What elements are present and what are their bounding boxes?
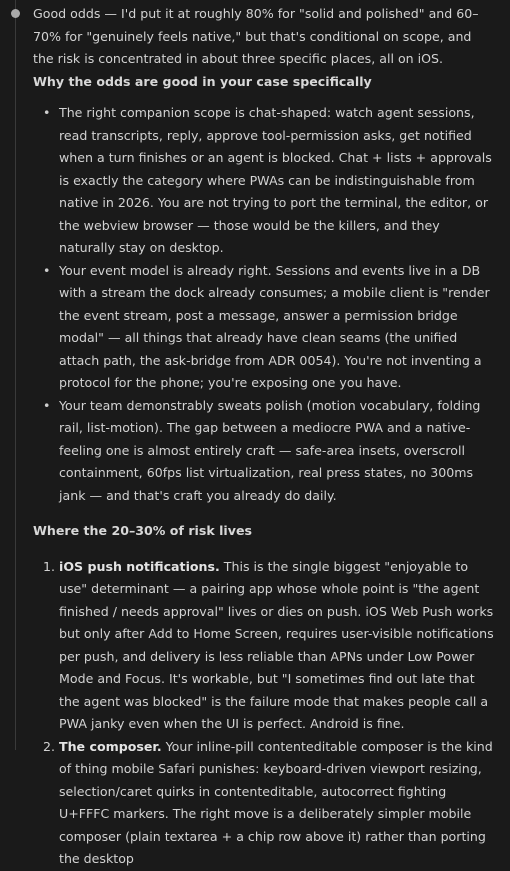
item-body: Your inline-pill contenteditable composer is the kind of thing mobile Safari punishes: keyboard-driven viewport resizing, selection/caret quirks in contenteditable, autocorrect fighting U+FFFC markers. The right move is a deliberately simpler mobile composer (plain textarea + a chip row above it) rather than porting the desktop <box>59 738 493 866</box>
item-body: This is the single biggest "enjoyable to use" determinant — a pairing app whose whole point is "the agent finished / needs approval" lives or dies on push. iOS Web Push works but only after Add to Home Screen, requires user-visible notifications per push, and delivery is less reliable than APNs under Low Power Mode and Focus. It's workable, but "I sometimes find out late that the agent was blocked" is the failure mode that makes people call a PWA janky even when the UI is perfect. Android is fine. <box>59 558 494 731</box>
list-item: • Your event model is already right. Sessions and events live in a DB with a stream the dock already consumes; a mobile client is "render the event stream, post a message, answer a permission bridge modal" — all things that already have clean seams (the unified attach path, the ask-bridge from ADR 0054). You're not inventing a protocol for the phone; you're exposing one you have. <box>33 260 495 395</box>
intro-paragraph: Good odds — I'd put it at roughly 80% for "solid and polished" and 60–70% for "genuinely feels native," but that's conditional on scope, and the risk is concentrated in about three specific places, all on iOS. <box>33 6 479 66</box>
list-number: 2. <box>43 738 56 754</box>
section-heading-risk: Where the 20–30% of risk lives <box>33 523 252 538</box>
list-number: 1. <box>43 558 56 574</box>
section-heading-why-odds-good: Why the odds are good in your case specifically <box>33 73 372 89</box>
item-title: The composer. <box>59 738 162 754</box>
list-item: • The right companion scope is chat-shaped: watch agent sessions, read transcripts, reply, approve tool-permission asks, get notified when a turn finishes or an agent is blocked. Chat + lists + approvals is exactly the category where PWAs can be indistinguishable from native in 2026. You are not trying to port the terminal, the editor, or the webview browser — those would be the killers, and they naturally stay on desktop. <box>33 102 495 260</box>
list-item: • Your team demonstrably sweats polish (motion vocabulary, folding rail, list-motion). The gap between a mediocre PWA and a native-feeling one is almost entirely craft — safe-area insets, overscroll containment, 60fps list virtualization, real press states, no 300ms jank — and that's craft you already do daily. <box>33 395 495 508</box>
risk-list <box>33 556 495 871</box>
timeline-line <box>15 0 16 750</box>
list-item <box>33 736 495 871</box>
list-item <box>33 556 495 736</box>
message-content <box>33 3 495 871</box>
item-title: iOS push notifications. <box>59 558 220 574</box>
timeline-bullet-icon <box>11 9 20 18</box>
why-odds-list <box>33 102 495 507</box>
